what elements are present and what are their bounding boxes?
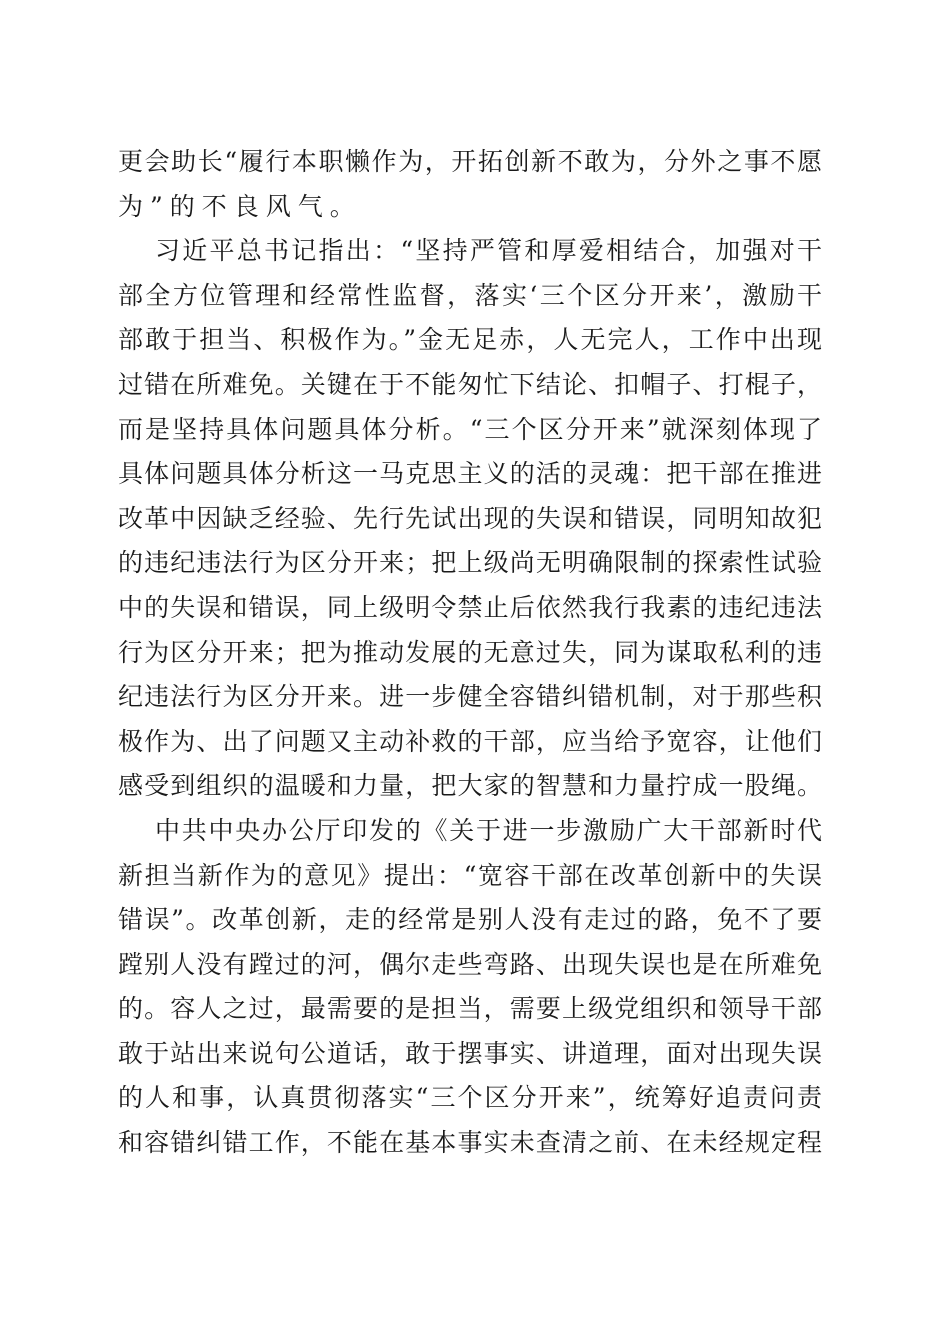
text-line: 和容错纠错工作，不能在基本事实未查清之前、在未经规定程	[118, 1128, 822, 1158]
text-line: 为”的不良风气。	[118, 191, 362, 221]
paragraph-3	[118, 809, 822, 1166]
text-line: 纪违法行为区分开来。进一步健全容错纠错机制，对于那些积	[118, 682, 822, 712]
text-line: 具体问题具体分析这一马克思主义的活的灵魂：把干部在推进	[118, 459, 822, 489]
text-line: 的人和事，认真贯彻落实“三个区分开来”，统筹好追责问责	[118, 1083, 822, 1113]
text-line: 的违纪违法行为区分开来；把上级尚无明确限制的探索性试验	[118, 548, 822, 578]
document-page	[118, 140, 822, 1166]
text-line: 而是坚持具体问题具体分析。“三个区分开来”就深刻体现了	[118, 414, 822, 444]
text-line: 更会助长“履行本职懒作为，开拓创新不敢为，分外之事不愿	[118, 147, 822, 176]
text-line: 部全方位管理和经常性监督，落实‘三个区分开来’，激励干	[118, 280, 822, 310]
text-line: 习近平总书记指出：“坚持严管和厚爱相结合，加强对干	[155, 236, 822, 266]
text-line: 改革中因缺乏经验、先行先试出现的失误和错误，同明知故犯	[118, 503, 822, 533]
paragraph-2	[118, 229, 822, 809]
text-line: 敢于站出来说句公道话，敢于摆事实、讲道理，面对出现失误	[118, 1038, 822, 1068]
text-line: 极作为、出了问题又主动补救的干部，应当给予宽容，让他们	[118, 726, 822, 756]
text-line: 过错在所难免。关键在于不能匆忙下结论、扣帽子、打棍子，	[118, 369, 822, 399]
text-line: 中共中央办公厅印发的《关于进一步激励广大干部新时代	[155, 815, 822, 845]
text-line: 感受到组织的温暖和力量，把大家的智慧和力量拧成一股绳。	[118, 771, 822, 801]
text-line: 中的失误和错误，同上级明令禁止后依然我行我素的违纪违法	[118, 592, 822, 622]
text-line: 部敢于担当、积极作为。”金无足赤，人无完人，工作中出现	[118, 325, 822, 355]
text-line: 错误”。改革创新，走的经常是别人没有走过的路，免不了要	[118, 905, 822, 935]
text-line: 蹚别人没有蹚过的河，偶尔走些弯路、出现失误也是在所难免	[118, 949, 822, 979]
text-line: 新担当新作为的意见》提出：“宽容干部在改革创新中的失误	[118, 860, 822, 890]
text-line: 行为区分开来；把为推动发展的无意过失，同为谋取私利的违	[118, 637, 822, 667]
paragraph-1	[118, 140, 822, 229]
text-line: 的。容人之过，最需要的是担当，需要上级党组织和领导干部	[118, 994, 822, 1024]
